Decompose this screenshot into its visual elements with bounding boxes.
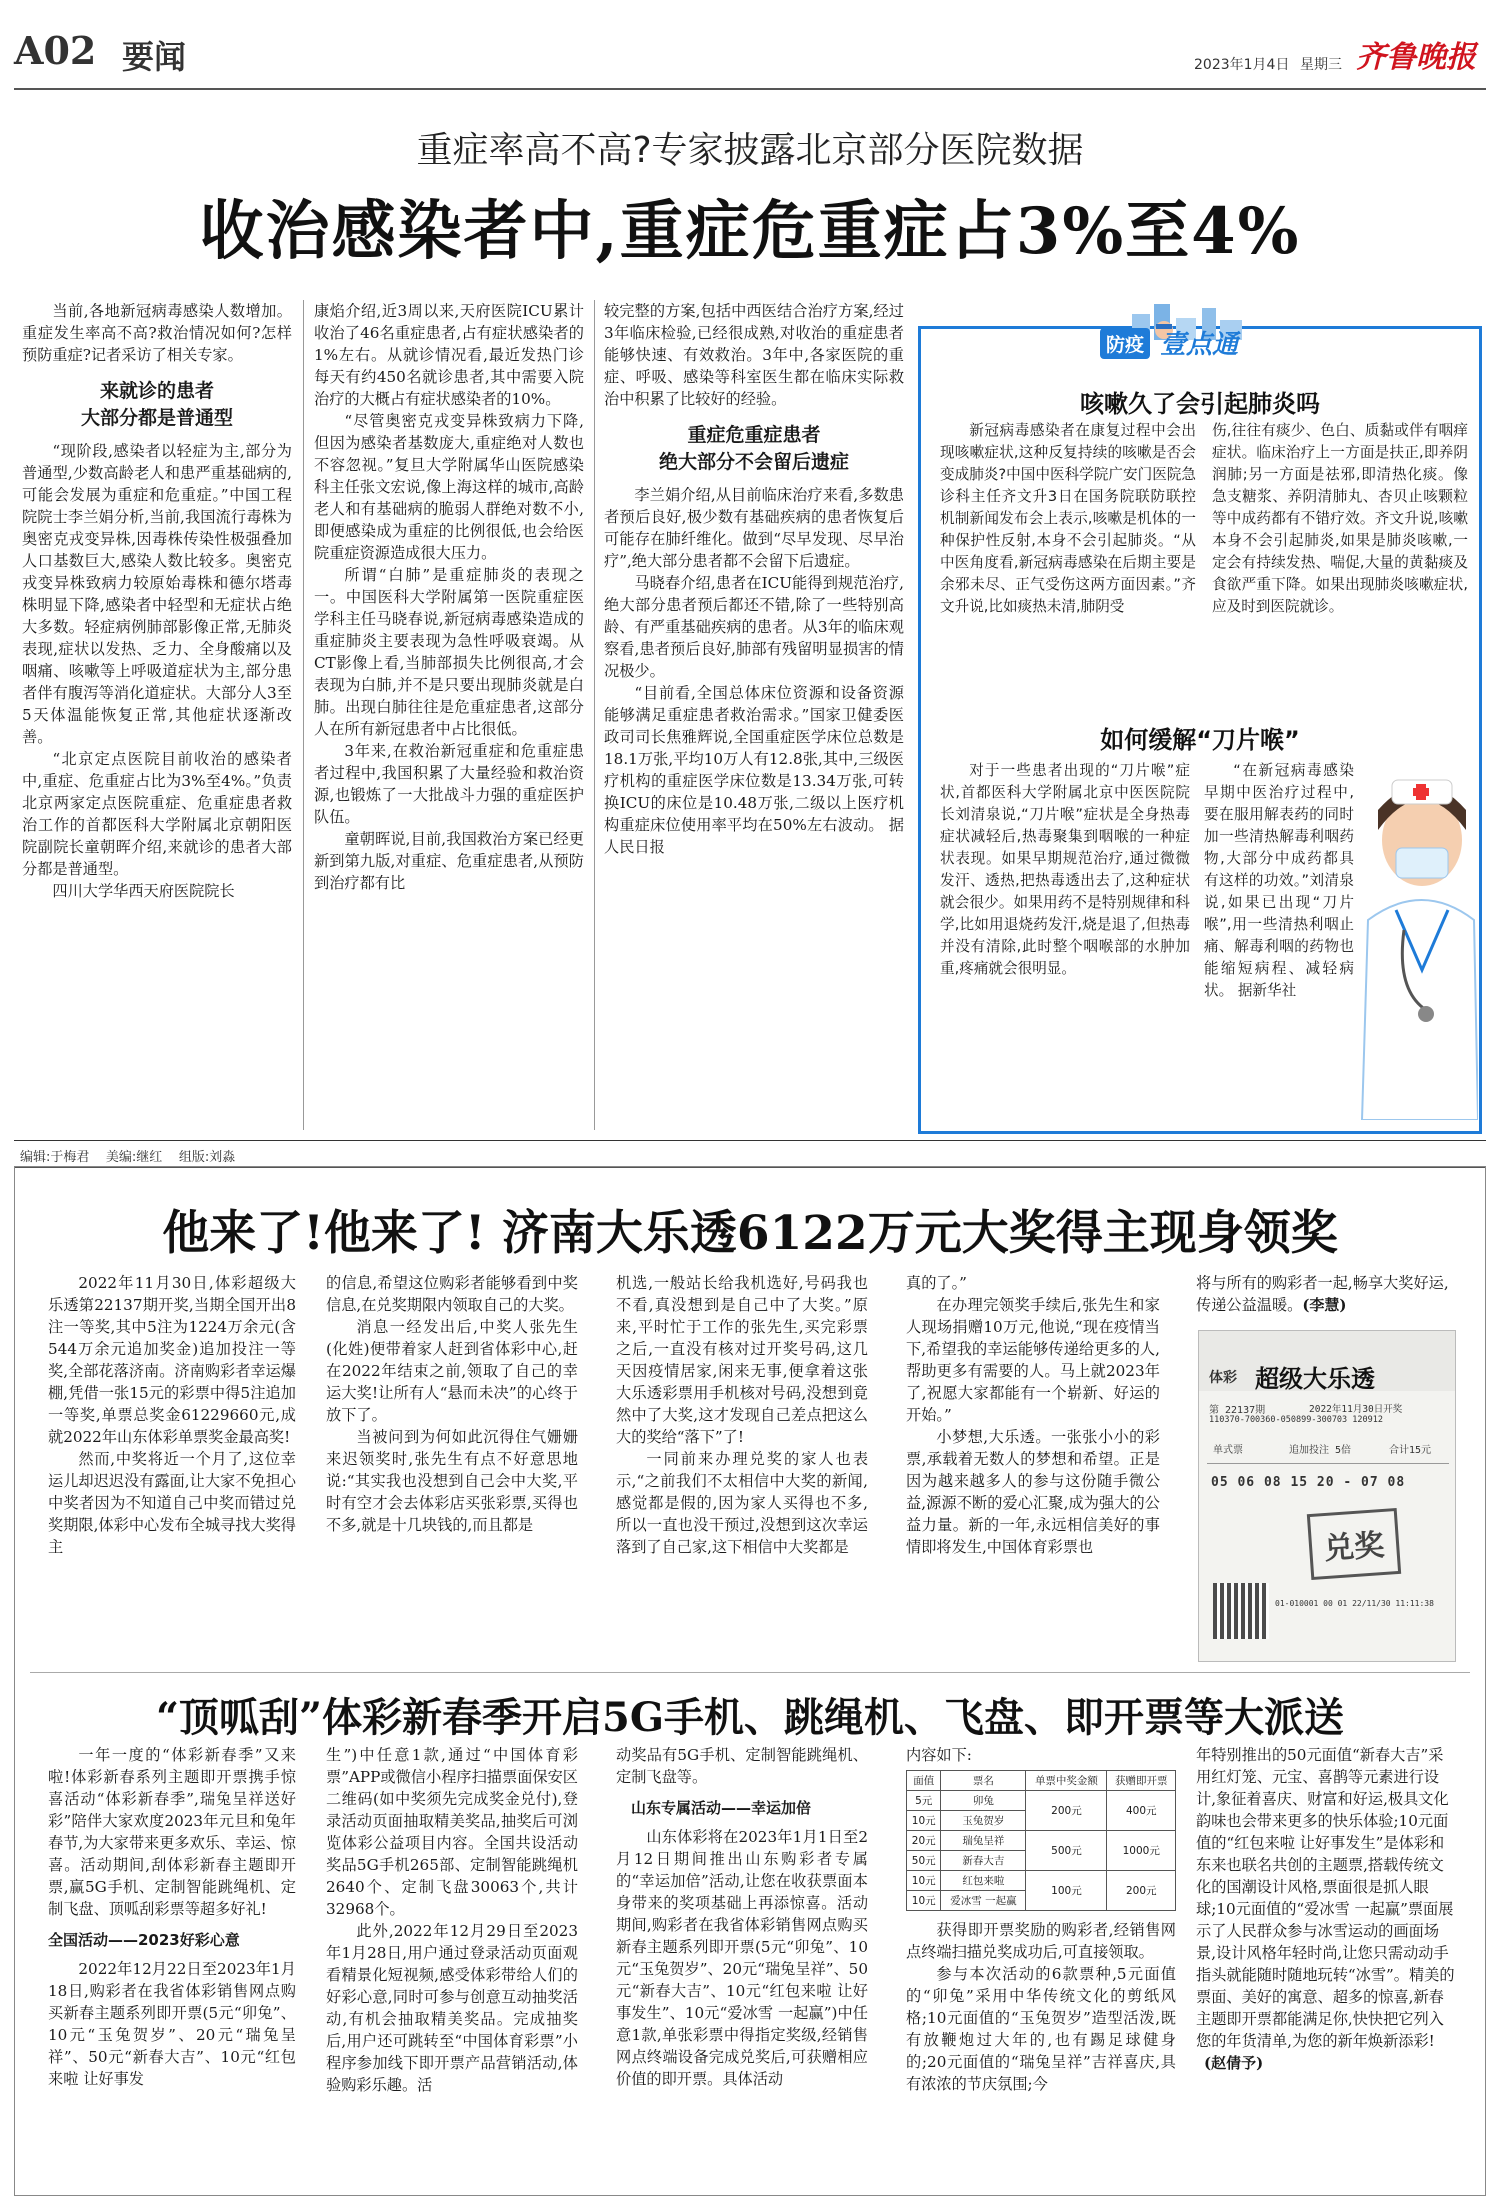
sidebar-q1-col2 (1212, 420, 1468, 706)
paragraph: 一同前来办理兑奖的家人也表示,“之前我们不太相信中大奖的新闻,感觉都是假的,因为家人买得也不多,所以一直也没干预过,没想到这次幸运落到了自己家,这下相信中大奖都是 (616, 1450, 868, 1556)
prize-table (906, 1770, 1176, 1911)
story1-paragraph: 当前,各地新冠病毒感染人数增加。重症发生率高不高?救治情况如何?怎样预防重症?记者采访了相关专家。 (22, 302, 292, 364)
table-cell: 10元 (907, 1891, 941, 1911)
table-row (907, 1791, 1176, 1811)
story3-headline: “顶呱刮”体彩新春季开启5G手机、跳绳机、飞盘、即开票等大派送 (155, 1694, 1344, 1741)
sidebar-q2-col2 (1204, 760, 1354, 1126)
badge-label: 防疫 (1100, 328, 1150, 359)
table-cell: 100元 (1026, 1871, 1107, 1911)
credits-rule-top (14, 1140, 1486, 1141)
paragraph: 参与本次活动的6款票种,5元面值的“卯兔”采用中华传统文化的剪纸风格;10元面值的“玉兔贺岁”造型活泼,既有放鞭炮过大年的,也有踢足球健身的;20元面值的“瑞兔呈祥”吉祥喜庆,具有浓浓的节庆氛围;今 (906, 1965, 1176, 2093)
section-name: 要闻 (122, 38, 187, 76)
ticket-redeem-stamp (1307, 1508, 1401, 1580)
story1-headline: 收治感染者中,重症危重症占3%至4% (199, 194, 1301, 269)
story2-column-2 (326, 1272, 578, 1662)
table-header: 面值 (907, 1771, 941, 1791)
page-header (14, 28, 1486, 88)
nurse-illustration (1356, 770, 1478, 1120)
editor-credit (20, 1146, 235, 1165)
table-row (907, 1871, 1176, 1891)
ticket-type: 单式票 (1213, 1445, 1243, 1456)
story1-subhead: 重症危重症患者 (687, 424, 821, 446)
sidebar-question-2: 如何缓解“刀片喉” (1100, 726, 1300, 754)
header-rule (14, 88, 1486, 90)
story3-byline: (赵倩予) (1204, 2054, 1264, 2072)
issue-weekday: 星期三 (1300, 57, 1342, 73)
story1-column-1 (22, 300, 292, 1130)
ticket-brand: 体彩 (1209, 1370, 1237, 1386)
story2-text-2: 的信息,希望这位购彩者能够看到中奖信息,在兑奖期限内领取自己的大奖。 (326, 1274, 578, 1314)
table-cell: 5元 (907, 1791, 941, 1811)
story1-column-3 (604, 300, 904, 1130)
story1-paragraph: “目前看,全国总体床位资源和设备资源能够满足重症患者救治需求。”国家卫健委医政司司长焦雅辉说,全国重症医学床位总数是18.1万张,平均10万人有12.8张,其中,三级医疗机构的重症医学床位数是13.34万张,可转换ICU的床位是10.48万张,二级以上医疗机构重症床位使用率平均在50%左右波动。 据人民日报 (604, 684, 904, 856)
story1-paragraph: 较完整的方案,包括中西医结合治疗方案,经过3年临床检验,已经很成熟,对收治的重症患者能够快速、有效救治。3年中,各家医院的重症、呼吸、感染等科室医生都在临床实际救治中积累了比较好的经验。 (604, 302, 904, 408)
badge-title: 壹点通 (1160, 330, 1239, 360)
table-cell: 1000元 (1107, 1831, 1176, 1871)
story3-text-3b: 山东体彩将在2023年1月1日至2月12日期间推出山东购彩者专属的“幸运加倍”活动,让您在收获票面本身带来的奖项基础上再添惊喜。活动期间,购彩者在我省体彩销售网点购买新春主题系列即开票(5元“卯兔”、10元“玉兔贺岁”、20元“瑞兔呈祥”、50元“新春大吉”、10元“红包来啦 让好事发生”、10元“爱冰雪 一起赢”)中任意1款,单张彩票中得指定奖级,经销售网点终端设备完成兑奖后,可获赠相应价值的即开票。具体活动 (616, 1828, 868, 2088)
story1-subhead: 大部分都是普通型 (80, 407, 233, 429)
story1-paragraph: 四川大学华西天府医院院长 (52, 882, 235, 900)
column-divider (303, 300, 304, 1130)
ticket-serial: 110370-700360-050899-300703 120912 (1209, 1415, 1383, 1425)
story2-column-4 (906, 1272, 1160, 1662)
sidebar-question-1: 咳嗽久了会引起肺炎吗 (1080, 390, 1320, 418)
story2-text-4: 真的了。” (906, 1274, 967, 1292)
ticket-game-name: 超级大乐透 (1255, 1365, 1375, 1393)
ticket-qr-code (1213, 1583, 1269, 1639)
table-cell: 10元 (907, 1871, 941, 1891)
story3-text-1b: 2022年12月22日至2023年1月18日,购彩者在我省体彩销售网点购买新春主题系列即开票(5元“卯兔”、10元“玉兔贺岁”、20元“瑞兔呈祥”、50元“新春大吉”、10元“红包来啦 让好事发 (48, 1960, 296, 2088)
story3-column-1 (48, 1744, 296, 2192)
story3-column-4 (906, 1744, 1176, 2192)
story1-paragraph: 3年来,在救治新冠重症和危重症患者过程中,我国积累了大量经验和救治资源,也锻炼了一大批战斗力强的重症医护队伍。 (314, 742, 584, 826)
story2-text-3: 机选,一般站长给我机选好,号码我也不看,真没想到是自己中了大奖。”原来,平时忙于工作的张先生,买完彩票之后,一直没有核对过开奖号码,这几天因疫情居家,闲来无事,便拿着这张大乐透彩票用手机核对号码,没想到竟然中了大奖,这才发现自己差点把这么大的奖给“落下”了! (616, 1274, 868, 1446)
story2-column-1 (48, 1272, 296, 1662)
sidebar-q2-col1 (940, 760, 1190, 1126)
column-divider (594, 300, 595, 1130)
paragraph: 然而,中奖将近一个月了,这位幸运儿却迟迟没有露面,让大家不免担心中奖者因为不知道自己中奖而错过兑奖期限,体彩中心发布全城寻找大奖得主 (48, 1450, 296, 1556)
table-cell: 500元 (1026, 1831, 1107, 1871)
story1-paragraph: “现阶段,感染者以轻症为主,部分为普通型,少数高龄老人和患严重基础病的,可能会发展为重症和危重症。”中国工程院院士李兰娟分析,当前,我国流行毒株为奥密克戎变异株,因毒株传染性极强叠加人口基数巨大,感染人数比较多。奥密克戎变异株致病力较原始毒株和德尔塔毒株明显下降,感染者中轻型和无症状占绝大多数。轻症病例肺部影像正常,无肺炎表现,症状以发热、乏力、全身酸痛以及咽痛、咳嗽等上呼吸道症状为主,部分患者伴有腹泻等消化道症状。大部分人3至5天体温能恢复正常,其他症状逐渐改善。 (22, 442, 292, 746)
story3-text-4: 获得即开票奖励的购彩者,经销售网点终端扫描兑奖成功后,可直接领取。 (906, 1921, 1176, 1961)
story3-table-intro: 内容如下: (906, 1746, 972, 1764)
table-cell: 400元 (1107, 1791, 1176, 1831)
story2-text-5: 将与所有的购彩者一起,畅享大奖好运,传递公益温暖。 (1196, 1274, 1449, 1314)
table-header: 票名 (941, 1771, 1026, 1791)
ticket-multiplier: 追加投注 5倍 (1289, 1445, 1352, 1456)
story1-paragraph: 康焰介绍,近3周以来,天府医院ICU累计收治了46名重症患者,占有症状感染者的1%左右。从就诊情况看,最近发热门诊每天有约450名就诊患者,其中需要入院治疗的大概占有症状感染者的10%。 (314, 302, 584, 408)
paragraph: 消息一经发出后,中奖人张先生(化姓)便带着家人赶到省体彩中心,赶在2022年结束之前,领取了自己的幸运大奖!让所有人“悬而未决”的心终于放下了。 (326, 1318, 578, 1424)
table-cell: 200元 (1107, 1871, 1176, 1911)
sidebar-badge (1088, 300, 1288, 364)
paragraph: 在办理完领奖手续后,张先生和家人现场捐赠10万元,他说,“现在疫情当下,希望我的幸运能够传递给更多的人,帮助更多有需要的人。马上就2023年了,祝愿大家都能有一个崭新、好运的开始。” (906, 1296, 1160, 1424)
editor-name: 编辑:于梅君 (20, 1150, 90, 1165)
sidebar-q2-text-a: 对于一些患者出现的“刀片喉”症状,首都医科大学附属北京中医医院院长刘清泉说,“刀片喉”症状是全身热毒症状减轻后,热毒聚集到咽喉的一种症状表现。如果早期规范治疗,通过微微发汗、透热,把热毒透出去了,这种症状就会很少。如果用药不是特别规律和科学,比如用退烧药发汗,烧是退了,但热毒并没有清除,此时整个咽喉部的水肿加重,疼痛就会很明显。 (940, 762, 1190, 977)
table-cell: 20元 (907, 1831, 941, 1851)
ticket-numbers: 05 06 08 15 20 - 07 08 (1211, 1475, 1406, 1490)
table-row (907, 1831, 1176, 1851)
story3-text-3: 动奖品有5G手机、定制智能跳绳机、定制飞盘等。 (616, 1746, 868, 1786)
story3-column-3 (616, 1744, 868, 2192)
lottery-ticket-photo (1198, 1330, 1456, 1662)
story2-text-1: 2022年11月30日,体彩超级大乐透第22137期开奖,当期全国开出8注一等奖,其中5注为1224万余元(含544万余元追加奖金)追加投注一等奖,全部花落济南。济南购彩者幸运爆棚,凭借一张15元的彩票中得5注追加一等奖,单票总奖金61229660元,成就2022年山东体彩单票奖金最高奖! (48, 1274, 296, 1446)
story2-headline: 他来了!他来了! 济南大乐透6122万元大奖得主现身领奖 (162, 1206, 1338, 1261)
table-cell: 瑞兔呈祥 (941, 1831, 1026, 1851)
ticket-issue: 第 22137期 (1209, 1405, 1266, 1416)
table-cell: 50元 (907, 1851, 941, 1871)
sidebar-q2-text-b: “在新冠病毒感染早期中医治疗过程中,要在服用解表药的同时加一些清热解毒利咽药物,大部分中成药都具有这样的功效。”刘清泉说,如果已出现“刀片喉”,用一些清热利咽止痛、解毒利咽的药物也能缩短病程、减轻病状。 据新华社 (1204, 762, 1354, 999)
table-header: 获赠即开票 (1107, 1771, 1176, 1791)
designer-name: 美编:继红 (105, 1150, 163, 1165)
story1-paragraph: “北京定点医院目前收治的感染者中,重症、危重症占比为3%至4%。”负责北京两家定点医院重症、危重症患者救治工作的首都医科大学附属北京朝阳医院副院长童朝晖介绍,来就诊的患者大部分都是普通型。 (22, 750, 292, 878)
issue-date: 2023年1月4日 (1194, 57, 1290, 73)
story3-column-2 (326, 1744, 578, 2192)
layout-name: 组版:刘淼 (178, 1150, 236, 1165)
story1-paragraph: 所谓“白肺”是重症肺炎的表现之一。中国医科大学附属第一医院重症医学科主任马晓春说,新冠病毒感染造成的重症肺炎主要表现为急性呼吸衰竭。从CT影像上看,当肺部损失比例很高,才会表现为白肺,并不是只要出现肺炎就是白肺。出现白肺往往是危重症患者,这部分人在所有新冠患者中占比很低。 (314, 566, 584, 738)
table-cell: 爱冰雪 一起赢 (941, 1891, 1026, 1911)
table-cell: 卯兔 (941, 1791, 1026, 1811)
ticket-stamp-text: 兑奖 (1323, 1527, 1386, 1568)
story1-paragraph: “尽管奥密克戎变异株致病力下降,但因为感染者基数庞大,重症绝对人数也不容忽视。”复旦大学附属华山医院感染科主任张文宏说,像上海这样的城市,高龄老人和有基础病的脆弱人群绝对数不小,即便感染成为重症的比例很低,也会给医院重症资源造成很大压力。 (314, 412, 584, 562)
newspaper-logo: 齐鲁晚报 (1356, 40, 1476, 75)
ticket-draw-date: 2022年11月30日开奖 (1309, 1404, 1403, 1415)
story1-subhead: 来就诊的患者 (99, 380, 214, 402)
table-cell: 红包来啦 (941, 1871, 1026, 1891)
story1-paragraph: 李兰娟介绍,从目前临床治疗来看,多数患者预后良好,极少数有基础疾病的患者恢复后可能存在肺纤维化。做到“尽早发现、尽早治疗”,绝大部分患者都不会留下后遗症。 (604, 486, 904, 570)
story1-column-2 (314, 300, 584, 1130)
table-cell: 200元 (1026, 1791, 1107, 1831)
table-cell: 10元 (907, 1811, 941, 1831)
page-number: A02 (14, 28, 97, 73)
table-cell: 玉兔贺岁 (941, 1811, 1026, 1831)
story3-column-5 (1196, 1744, 1458, 2192)
ticket-footer: 01-010001 00 01 22/11/30 11:11:38 (1275, 1599, 1434, 1608)
story1-subhead: 绝大部分不会留后遗症 (658, 451, 849, 473)
story3-text-5: 年特别推出的50元面值“新春大吉”采用红灯笼、元宝、喜鹊等元素进行设计,象征着喜庆、财富和好运,极具文化韵味也会带来更多的快乐体验;10元面值的“红包来啦 让好事发生”是体彩和东来也联名共创的主题票,搭载传统文化的国潮设计风格,票面很是抓人眼球;10元面值的“爱冰雪 一起赢”票面展示了人民群众参与冰雪运动的画面场景,设计风格年轻时尚,让您只需动动手指头就能随时随地玩转“冰雪”。精美的票面、美好的寓意、超多的惊喜,新春主题即开票都能满足你,快快把它列入您的年货清单,为您的新年焕新添彩! (1196, 1746, 1455, 2050)
story2-byline: (李慧) (1302, 1296, 1347, 1314)
story3-subhead-shandong: 山东专属活动——幸运加倍 (631, 1799, 812, 1817)
story3-text-1: 一年一度的“体彩新春季”又来啦!体彩新春系列主题即开票携手惊喜活动“体彩新春季”,瑞兔呈祥送好彩”陪伴大家欢度2023年元旦和兔年春节,为大家带来更多欢乐、幸运、惊喜。活动期间,刮体彩新春主题即开票,赢5G手机、定制智能跳绳机、定制飞盘、顶呱刮彩票等超多好礼! (48, 1746, 296, 1918)
paragraph: 此外,2022年12月29日至2023年1月28日,用户通过登录活动页面观看精景化短视频,感受体彩带给人们的好彩心意,同时可参与创意互动抽奖活动,有机会抽取精美奖品。完成抽奖后,用户还可跳转至“中国体育彩票”小程序参加线下即开票产品营销活动,体验购彩乐趣。活 (326, 1922, 578, 2094)
story3-text-2: 生”)中任意1款,通过“中国体育彩票”APP或微信小程序扫描票面保安区二维码(如中奖须先完成奖金兑付),登录活动页面抽取精美奖品,抽奖后可浏览体彩公益项目内容。全国共设活动奖品5G手机265部、定制智能跳绳机2640个、定制飞盘30063个,共计32968个。 (326, 1746, 578, 1918)
table-header: 单票中奖金额 (1026, 1771, 1107, 1791)
sidebar-q1-col1 (940, 420, 1196, 700)
story3-subhead-national: 全国活动——2023好彩心意 (48, 1931, 240, 1949)
paragraph: 小梦想,大乐透。一张张小小的彩票,承载着无数人的梦想和希望。正是因为越来越多人的参与这份随手微公益,源源不断的爱心汇聚,成为强大的公益力量。新的一年,永远相信美好的事情即将发生,中国体育彩票也 (906, 1428, 1160, 1556)
story2-column-3 (616, 1272, 868, 1662)
story2-column-5 (1196, 1272, 1458, 1322)
story1-paragraph: 马晓春介绍,患者在ICU能得到规范治疗,绝大部分患者预后都还不错,除了一些特别高龄、有严重基础疾病的患者。从3年的临床观察看,患者预后良好,肺部有残留明显损害的情况极少。 (604, 574, 904, 680)
paragraph: 当被问到为何如此沉得住气姗姗来迟领奖时,张先生有点不好意思地说:“其实我也没想到自己会中大奖,平时有空才会去体彩店买张彩票,买得也不多,就是十几块钱的,而且都是 (326, 1428, 578, 1534)
story1-kicker: 重症率高不高?专家披露北京部分医院数据 (416, 130, 1084, 171)
story-divider (30, 1672, 1470, 1673)
ticket-price: 合计15元 (1389, 1445, 1432, 1456)
table-cell: 新春大吉 (941, 1851, 1026, 1871)
sidebar-q1-text-b: 伤,往往有痰少、色白、质黏或伴有咽痒症状。临床治疗上一方面是扶正,即养阴润肺;另一方面是祛邪,即清热化痰。像急支糖浆、养阴清肺丸、杏贝止咳颗粒等中成药都有不错疗效。齐文升说,咳嗽本身不会引起肺炎,如果是肺炎咳嗽,一定会有持续发热、喘促,大量的黄黏痰及食欲严重下降。如果出现肺炎咳嗽症状,应及时到医院就诊。 (1212, 422, 1468, 615)
sidebar-q1-text-a: 新冠病毒感染者在康复过程中会出现咳嗽症状,这种反复持续的咳嗽是否会变成肺炎?中国中医科学院广安门医院急诊科主任齐文升3日在国务院联防联控机制新闻发布会上表示,咳嗽是机体的一种保护性反射,本身不会引起肺炎。“从中医角度看,新冠病毒感染在后期主要是余邪未尽、正气受伤这两方面因素。”齐文升说,比如痰热未清,肺阴受 (940, 422, 1196, 615)
story1-paragraph: 童朝晖说,目前,我国救治方案已经更新到第九版,对重症、危重症患者,从预防到治疗都有比 (314, 830, 584, 892)
